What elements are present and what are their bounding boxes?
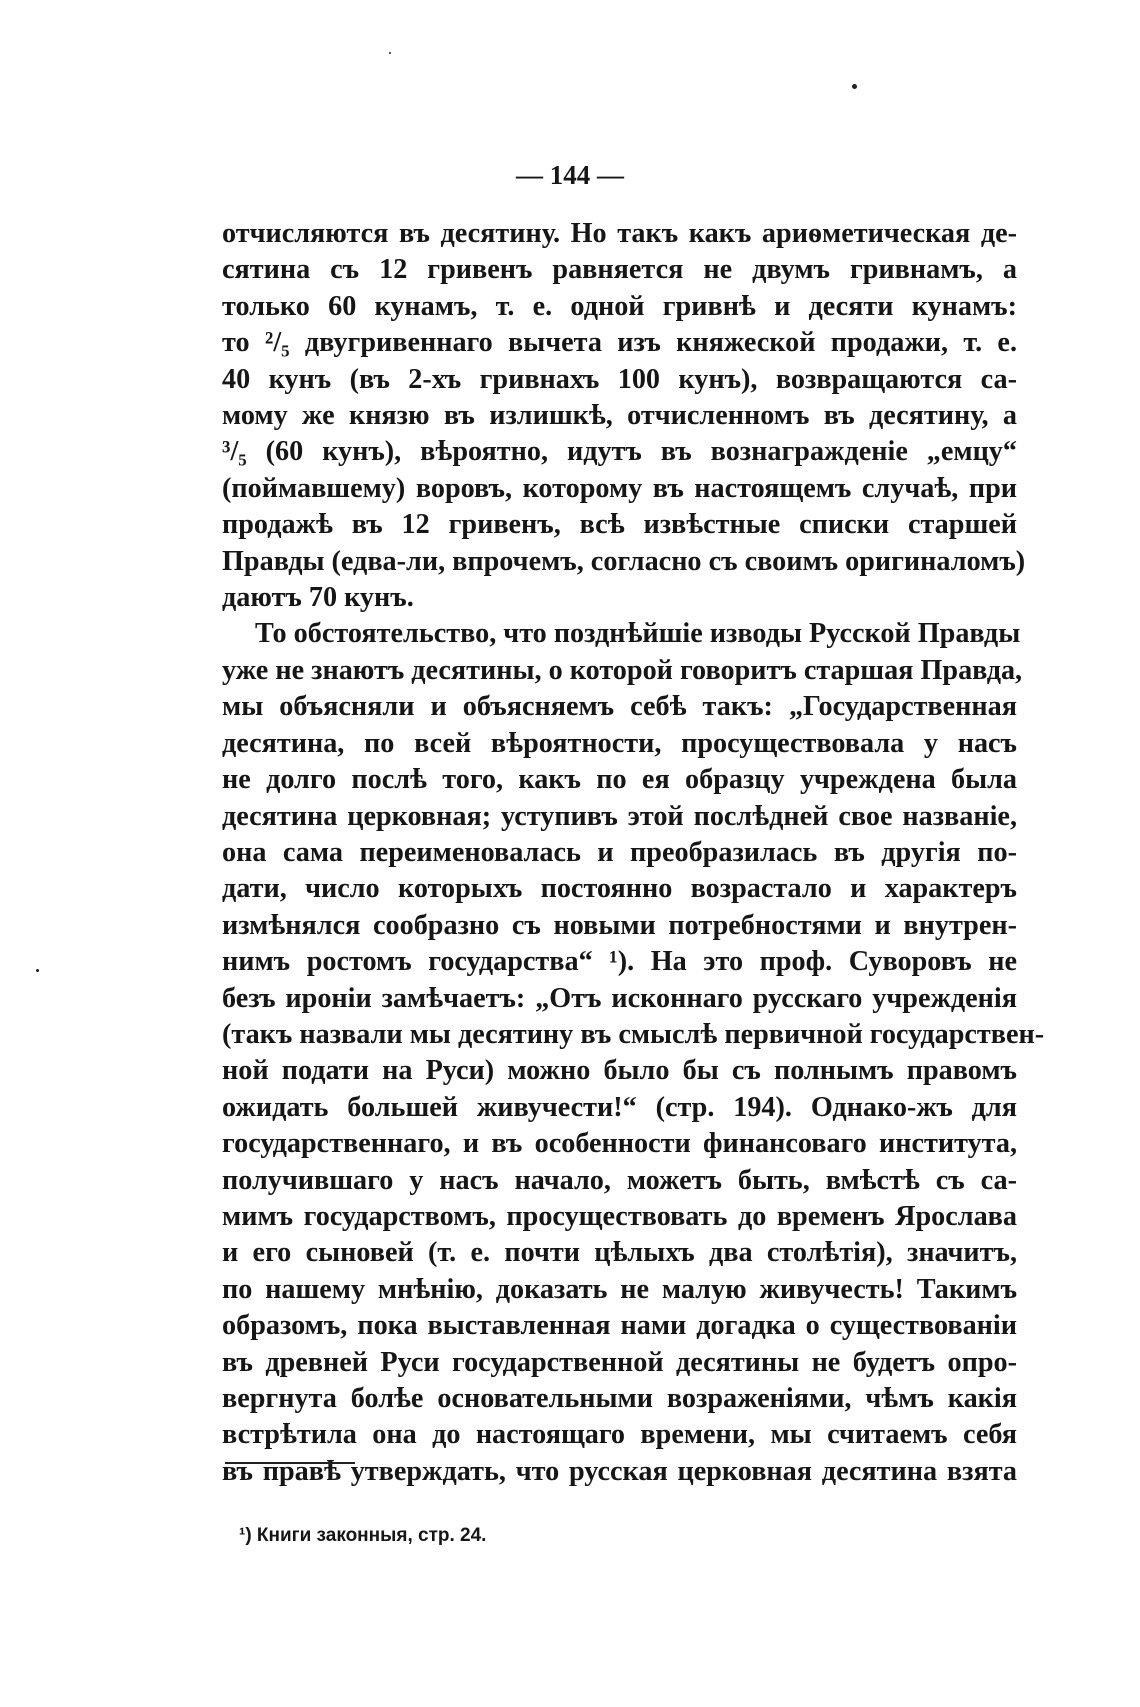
text-line: ожидать большей живучести!“ (стр. 194). Однако-жъ для: [222, 1091, 1017, 1123]
text-line: отчисляются въ десятину. Но такъ какъ ариѳметическая де-: [222, 218, 1017, 249]
text-line: (поймавшему) воровъ, которому въ настоящемъ случаѣ, при: [222, 472, 1017, 504]
footnote-divider: [225, 1462, 355, 1464]
text-line: сятина съ 12 гривенъ равняется не двумъ гривнамъ, а: [222, 254, 1017, 286]
footnote: ¹) Книги законныя, стр. 24.: [239, 1525, 487, 1546]
text-line: въ древней Руси государственной десятины не будетъ опро-: [222, 1346, 1017, 1378]
text-line: Правды (едва-ли, впрочемъ, согласно съ своимъ оригиналомъ): [222, 545, 1026, 577]
text-line: получившаго у насъ начало, можетъ быть, вмѣстѣ съ са-: [222, 1164, 1017, 1196]
text-line: въ правѣ утверждать, что русская церковная десятина взята: [222, 1455, 1017, 1487]
text-line: дати, число которыхъ постоянно возрастало и характеръ: [222, 873, 1017, 905]
text-line: только 60 кунамъ, т. е. одной гривнѣ и десяти кунамъ:: [222, 290, 1017, 322]
text-line: встрѣтила она до настоящаго времени, мы считаемъ себя: [222, 1419, 1017, 1451]
text-line: мы объясняли и объясняемъ себѣ такъ: „Государственная: [222, 691, 1017, 723]
text-line: (такъ назвали мы десятину въ смыслѣ первичной государствен-: [222, 1018, 1045, 1050]
ink-speck: [852, 84, 857, 89]
text-line: измѣнялся сообразно съ новыми потребностями и внутрен-: [222, 909, 1017, 941]
page-number: — 144 —: [516, 160, 624, 190]
text-line: вергнута болѣе основательными возраженіями, чѣмъ какія: [222, 1383, 1017, 1414]
text-line: образомъ, пока выставленная нами догадка о существованіи: [222, 1310, 1017, 1342]
text-line: десятина церковная; уступивъ этой послѣдней свое названіе,: [222, 800, 1017, 832]
text-line: ³/₅ (60 кунъ), вѣроятно, идутъ въ вознагражденіе „емцу“: [222, 436, 1017, 468]
text-line: безъ ироніи замѣчаетъ: „Отъ исконнаго русскаго учрежденія: [222, 982, 1017, 1014]
text-line: не долго послѣ того, какъ по ея образцу учреждена была: [222, 764, 1017, 796]
body-text: [222, 216, 1045, 1490]
text-line: то ²/₅ двугривеннаго вычета изъ княжеской продажи, т. е.: [222, 327, 1017, 359]
text-line: она сама переименовалась и преобразилась въ другія по-: [222, 836, 1017, 868]
text-line: 40 кунъ (въ 2-хъ гривнахъ 100 кунъ), возвращаются са-: [222, 363, 1017, 395]
text-line: мому же князю въ излишкѣ, отчисленномъ въ десятину, а: [222, 400, 1017, 432]
text-line: продажѣ въ 12 гривенъ, всѣ извѣстные списки старшей: [222, 509, 1017, 541]
text-line: уже не знаютъ десятины, о которой говоритъ старшая Правда,: [222, 654, 1023, 686]
text-line: То обстоятельство, что позднѣйшіе изводы Русской Правды: [255, 618, 1021, 650]
text-line: десятина, по всей вѣроятности, просуществовала у насъ: [222, 727, 1017, 759]
text-line: государственнаго, и въ особенности финансоваго института,: [222, 1128, 1017, 1160]
text-line: даютъ 70 кунъ.: [222, 582, 414, 614]
text-line: мимъ государствомъ, просуществовать до временъ Ярослава: [222, 1200, 1017, 1232]
ink-speck: [389, 52, 391, 54]
text-line: по нашему мнѣнію, доказать не малую живучесть! Такимъ: [222, 1273, 1017, 1305]
paragraph-1: [222, 216, 1026, 616]
text-line: ной подати на Руси) можно было бы съ полнымъ правомъ: [222, 1055, 1017, 1087]
text-line: и его сыновей (т. е. почти цѣлыхъ два столѣтія), значитъ,: [222, 1237, 1017, 1269]
text-line: нимъ ростомъ государства“ ¹). На это проф. Суворовъ не: [222, 946, 1017, 978]
ink-speck: [36, 969, 39, 972]
paragraph-2: [222, 616, 1045, 1490]
